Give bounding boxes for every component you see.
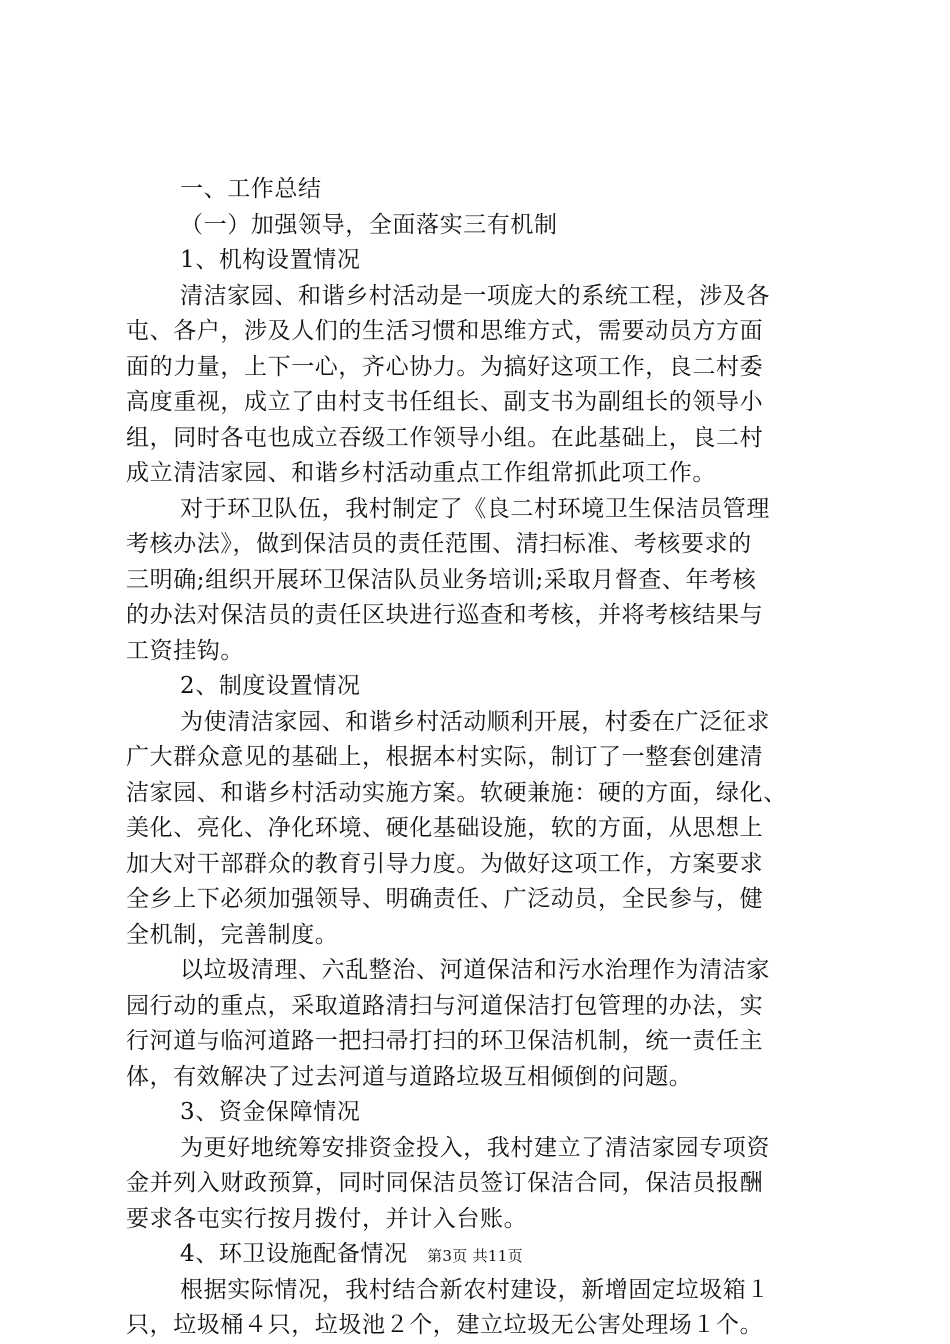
text-line: 一、工作总结	[180, 176, 322, 202]
text-line: 全机制，完善制度。	[126, 921, 339, 948]
text-line: 金并列入财政预算，同时同保洁员签订保洁合同，保洁员报酬	[126, 1170, 764, 1196]
text-line: 只，垃圾桶４只，垃圾池２个，建立垃圾无公害处理场１个。	[126, 1312, 764, 1338]
text-line: 屯、各户，涉及人们的生活习惯和思维方式，需要动员方方面	[126, 318, 764, 344]
text-line: 4、环卫设施配备情况	[180, 1241, 408, 1267]
text-line: 全乡上下必须加强领导、明确责任、广泛动员，全民参与，健	[126, 886, 764, 912]
text-line: 考核办法》，做到保洁员的责任范围、清扫标准、考核要求的	[126, 531, 752, 557]
text-line: 清洁家园、和谐乡村活动是一项庞大的系统工程，涉及各	[180, 282, 770, 309]
text-line: 1、机构设置情况	[180, 247, 361, 273]
text-line: 3、资金保障情况	[180, 1099, 361, 1125]
text-line: 2、制度设置情况	[180, 673, 361, 699]
text-line: 园行动的重点，采取道路清扫与河道保洁打包管理的办法，实	[126, 992, 764, 1019]
text-line: 三明确;组织开展环卫保洁队员业务培训;采取月督查、年考核	[126, 566, 757, 593]
text-line: 对于环卫队伍，我村制定了《良二村环境卫生保洁员管理	[180, 495, 770, 522]
text-line: 洁家园、和谐乡村活动实施方案。软硬兼施：硬的方面，绿化、	[126, 779, 787, 806]
text-line: 加大对干部群众的教育引导力度。为做好这项工作，方案要求	[126, 850, 764, 877]
text-line: 以垃圾清理、六乱整治、河道保洁和污水治理作为清洁家	[180, 957, 770, 983]
text-line: 为使清洁家园、和谐乡村活动顺利开展，村委在广泛征求	[180, 708, 770, 735]
text-line: 工资挂钩。	[126, 637, 244, 664]
page-footer: 第3页 共11页	[427, 1247, 523, 1265]
text-line: 广大群众意见的基础上，根据本村实际，制订了一整套创建清	[126, 744, 764, 770]
text-line: 高度重视，成立了由村支书任组长、副支书为副组长的领导小	[126, 389, 764, 415]
text-line: 为更好地统筹安排资金投入，我村建立了清洁家园专项资	[180, 1134, 770, 1161]
text-line: （一）加强领导，全面落实三有机制	[180, 211, 558, 238]
text-line: 要求各屯实行按月拨付，并计入台账。	[126, 1205, 528, 1232]
document-body	[126, 172, 831, 1344]
text-line: 的办法对保洁员的责任区块进行巡查和考核，并将考核结果与	[126, 602, 764, 628]
text-line: 组，同时各屯也成立吞级工作领导小组。在此基础上，良二村	[126, 424, 764, 451]
text-line: 体，有效解决了过去河道与道路垃圾互相倾倒的问题。	[126, 1063, 693, 1090]
text-line: 美化、亮化、净化环境、硬化基础设施，软的方面，从思想上	[126, 815, 764, 841]
text-line: 根据实际情况，我村结合新农村建设，新增固定垃圾箱１	[180, 1276, 770, 1303]
text-line: 行河道与临河道路一把扫帚打扫的环卫保洁机制，统一责任主	[126, 1028, 764, 1054]
text-line: 成立清洁家园、和谐乡村活动重点工作组常抓此项工作。	[126, 460, 716, 486]
text-line: 面的力量，上下一心，齐心协力。为搞好这项工作，良二村委	[126, 353, 764, 380]
